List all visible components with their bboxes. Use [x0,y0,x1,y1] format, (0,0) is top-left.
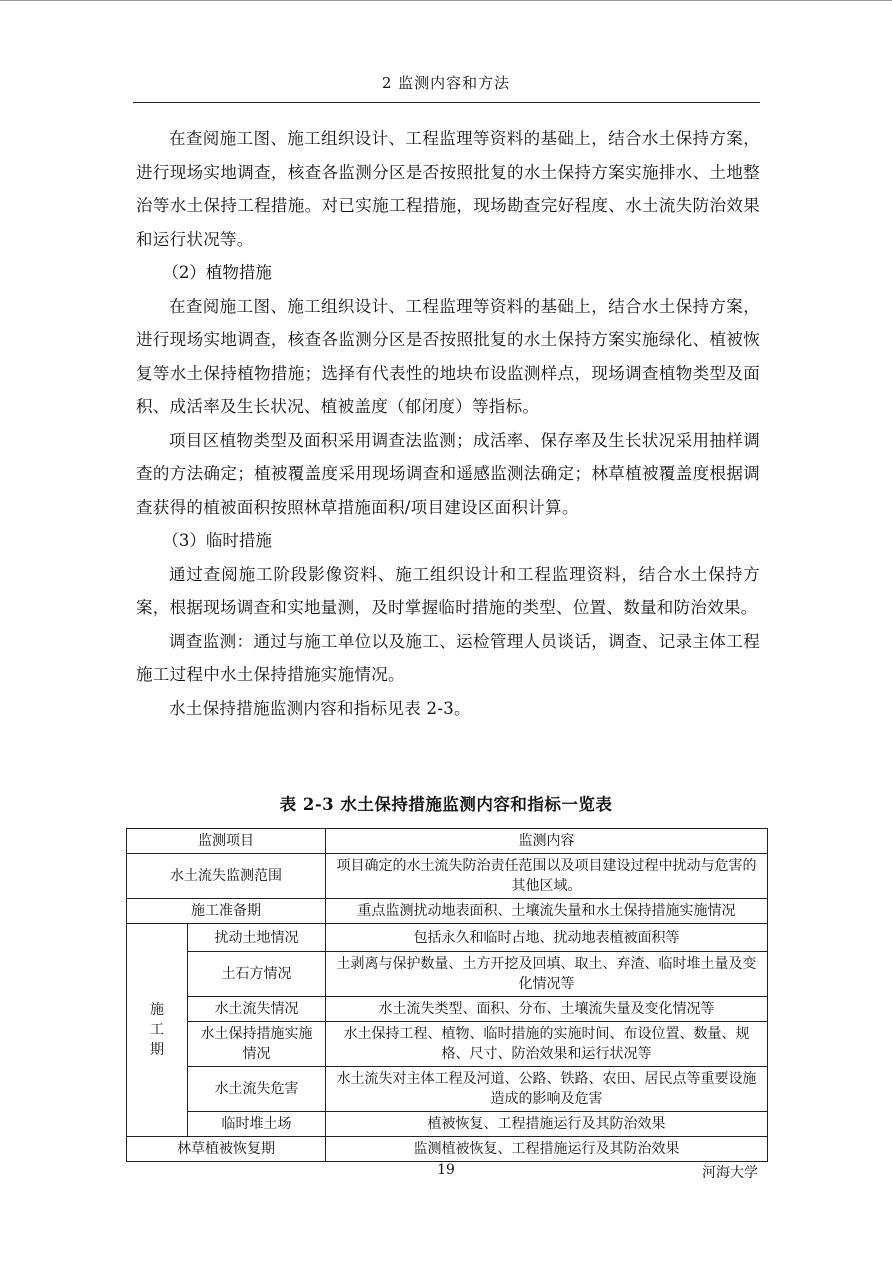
section-heading-temporary-measures: （3）临时措施 [162,531,272,550]
body-text [136,122,760,725]
running-header: 2 监测内容和方法 [381,74,511,92]
stage-char: 工 [150,1022,164,1038]
paragraph-temporary-measures: 通过查阅施工阶段影像资料、施工组织设计和工程监理资料，结合水土保持方案，根据现场调查和实地量测，及时掌握临时措施的类型、位置、数量和防治效果。 [136,564,760,617]
table-row [127,854,768,899]
table-cell-item: 扰动土地情况 [188,924,326,952]
table-cell-item: 水土保持措施实施情况 [188,1022,326,1067]
table-cell-item: 水土流失危害 [188,1067,326,1112]
stage-char: 施 [150,1002,164,1018]
page-top-border [0,0,892,1]
paragraph-survey-monitoring: 调查监测：通过与施工单位以及施工、运检管理人员谈话，调查、记录主体工程施工过程中水土保持措施实施情况。 [136,631,760,684]
page-number: 19 [437,1162,455,1178]
column-header-content: 监测内容 [326,829,768,854]
table-row [127,997,768,1022]
column-header-item: 监测项目 [127,829,326,854]
paragraph-plant-monitoring-methods: 项目区植物类型及面积采用调查法监测；成活率、保存率及生长状况采用抽样调查的方法确定；植被覆盖度采用现场调查和遥感监测法确定；林草植被覆盖度根据调查获得的植被面积按照林草措施面积/项目建设区面积计算。 [136,430,760,517]
section-heading-plant-measures: （2）植物措施 [162,263,272,282]
table-row [127,1137,768,1162]
table-cell-content: 监测植被恢复、工程措施运行及其防治效果 [326,1137,768,1162]
table-cell-item: 水土流失情况 [188,997,326,1022]
table-cell-content: 水土流失类型、面积、分布、土壤流失量及变化情况等 [326,997,768,1022]
table-cell-content: 水土保持工程、植物、临时措施的实施时间、布设位置、数量、规格、尺寸、防治效果和运行状况等 [326,1022,768,1067]
monitoring-table [126,828,768,1162]
table-row [127,952,768,997]
header-rule [133,102,760,103]
table-header-row [127,829,768,854]
table-row [127,1067,768,1112]
paragraph-plant-measures: 在查阅施工图、施工组织设计、工程监理等资料的基础上，结合水土保持方案，进行现场实地调查，核查各监测分区是否按照批复的水土保持方案实施绿化、植被恢复等水土保持植物措施；选择有代表性的地块布设监测样点，现场调查植物类型及面积、成活率及生长状况、植被盖度（郁闭度）等指标。 [136,296,760,416]
table-cell-content: 植被恢复、工程措施运行及其防治效果 [326,1112,768,1137]
table-cell-content: 重点监测扰动地表面积、土壤流失量和水土保持措施实施情况 [326,899,768,924]
table-cell-item: 林草植被恢复期 [127,1137,326,1162]
table-cell-content: 包括永久和临时占地、扰动地表植被面积等 [326,924,768,952]
table-cell-content: 水土流失对主体工程及河道、公路、铁路、农田、居民点等重要设施造成的影响及危害 [326,1067,768,1112]
table-caption: 表 2-3 水土保持措施监测内容和指标一览表 [279,795,613,814]
paragraph-table-reference: 水土保持措施监测内容和指标见表 2-3。 [169,698,471,718]
paragraph-engineering-measures: 在查阅施工图、施工组织设计、工程监理等资料的基础上，结合水土保持方案，进行现场实地调查，核查各监测分区是否按照批复的水土保持方案实施排水、土地整治等水土保持工程措施。对已实施工程措施，现场勘查完好程度、水土流失防治效果和运行状况等。 [136,129,760,249]
table-cell-content: 项目确定的水土流失防治责任范围以及项目建设过程中扰动与危害的其他区域。 [326,854,768,899]
table-cell-item: 土石方情况 [188,952,326,997]
table-row [127,1112,768,1137]
table-cell-item: 水土流失监测范围 [127,854,326,899]
table-row [127,924,768,952]
stage-cell-construction [127,924,188,1137]
table-row [127,899,768,924]
footer-university: 河海大学 [702,1165,758,1181]
stage-char: 期 [150,1042,164,1058]
table-cell-item: 施工准备期 [127,899,326,924]
table-row [127,1022,768,1067]
table-cell-item: 临时堆土场 [188,1112,326,1137]
table-cell-content: 土剥离与保护数量、土方开挖及回填、取土、弃渣、临时堆土量及变化情况等 [326,952,768,997]
